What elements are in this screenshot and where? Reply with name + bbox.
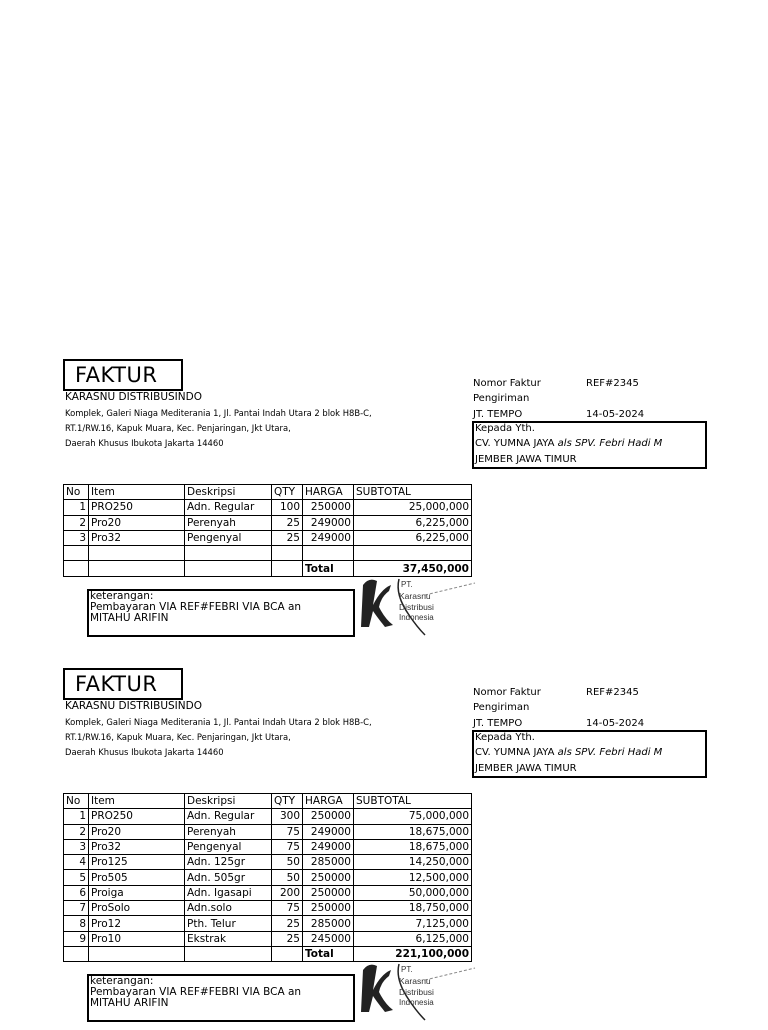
table-cell: 50: [272, 870, 303, 885]
table-cell: 7,125,000: [354, 916, 472, 931]
table-cell: Pro32: [89, 839, 185, 854]
address-line: Daerah Khusus Ibukota Jakarta 14460: [65, 438, 224, 448]
meta-label: Nomor Faktur: [473, 687, 541, 698]
recipient-box: [472, 730, 707, 778]
table-cell: Ekstrak: [185, 931, 272, 946]
meta-label: JT. TEMPO: [473, 718, 523, 729]
table-row: [64, 931, 472, 946]
company-name: KARASNU DISTRIBUSINDO: [65, 700, 202, 712]
table-cell: 100: [272, 500, 303, 515]
column-header: HARGA: [303, 485, 354, 500]
svg-text:PT.: PT.: [401, 580, 413, 590]
customer-note: als SPV. Febri Hadi M: [557, 747, 663, 758]
recipient-label: Kepada Yth.: [475, 732, 535, 743]
table-cell: [64, 946, 89, 961]
table-row: [64, 839, 472, 854]
invoice-2: [0, 668, 768, 1010]
table-cell: 25: [272, 916, 303, 931]
svg-text:PT.: PT.: [401, 965, 413, 975]
table-cell: Pro20: [89, 824, 185, 839]
table-cell: [89, 561, 185, 576]
column-header: SUBTOTAL: [354, 794, 472, 809]
meta-label: Pengiriman: [473, 393, 530, 404]
table-cell: Pengenyal: [185, 839, 272, 854]
table-cell: 6,125,000: [354, 931, 472, 946]
table-header-row: [64, 485, 472, 500]
company-name: KARASNU DISTRIBUSINDO: [65, 391, 202, 403]
table-cell: 50: [272, 855, 303, 870]
invoice-title: FAKTUR: [63, 668, 183, 700]
svg-text:Karasnu: Karasnu: [399, 976, 431, 987]
table-cell: 250000: [303, 809, 354, 824]
table-row: [64, 546, 472, 561]
table-header-row: [64, 794, 472, 809]
table-cell: [64, 546, 89, 561]
table-cell: 7: [64, 901, 89, 916]
table-cell: 75: [272, 901, 303, 916]
company-stamp-logo: [355, 960, 480, 1026]
table-cell: Pro32: [89, 530, 185, 545]
column-header: QTY: [272, 794, 303, 809]
total-row: [64, 561, 472, 576]
recipient-box: [472, 421, 707, 469]
table-row: [64, 885, 472, 900]
recipient-location: JEMBER JAWA TIMUR: [475, 454, 577, 465]
table-cell: 249000: [303, 824, 354, 839]
column-header: Deskripsi: [185, 485, 272, 500]
table-row: [64, 515, 472, 530]
table-cell: [89, 946, 185, 961]
table-row: [64, 530, 472, 545]
table-cell: Adn. Regular: [185, 500, 272, 515]
table-cell: 8: [64, 916, 89, 931]
meta-value: REF#2345: [586, 378, 639, 389]
table-cell: 250000: [303, 901, 354, 916]
address-line: Komplek, Galeri Niaga Mediterania 1, Jl. Pantai Indah Utara 2 blok H8B-C,: [65, 717, 372, 727]
customer-name: CV. YUMNA JAYA: [475, 438, 555, 449]
column-header: QTY: [272, 485, 303, 500]
table-cell: [185, 546, 272, 561]
svg-text:Karasnu: Karasnu: [399, 591, 431, 602]
table-cell: [272, 946, 303, 961]
table-cell: 25,000,000: [354, 500, 472, 515]
table-cell: 25: [272, 530, 303, 545]
column-header: No: [64, 485, 89, 500]
notes-box: keterangan: Pembayaran VIA REF#FEBRI VIA BCA an MITAHU ARIFIN: [87, 974, 355, 1022]
meta-label: JT. TEMPO: [473, 409, 523, 420]
table-cell: Proiga: [89, 885, 185, 900]
table-cell: Perenyah: [185, 824, 272, 839]
table-cell: [64, 561, 89, 576]
address-line: RT.1/RW.16, Kapuk Muara, Kec. Penjaringan, Jkt Utara,: [65, 423, 291, 433]
table-cell: PRO250: [89, 809, 185, 824]
invoice-1: [0, 359, 768, 669]
svg-text:Indonesia: Indonesia: [399, 998, 434, 1008]
table-cell: Pro505: [89, 870, 185, 885]
recipient-label: Kepada Yth.: [475, 423, 535, 434]
customer-note: als SPV. Febri Hadi M: [557, 438, 663, 449]
table-cell: 5: [64, 870, 89, 885]
table-row: [64, 824, 472, 839]
table-cell: 18,675,000: [354, 839, 472, 854]
table-cell: 1: [64, 809, 89, 824]
table-cell: [185, 561, 272, 576]
table-cell: 200: [272, 885, 303, 900]
table-cell: 75: [272, 824, 303, 839]
table-cell: 6: [64, 885, 89, 900]
table-cell: 18,750,000: [354, 901, 472, 916]
invoice-title: FAKTUR: [63, 359, 183, 391]
table-row: [64, 870, 472, 885]
table-cell: [272, 546, 303, 561]
table-row: [64, 916, 472, 931]
table-cell: Adn. Igasapi: [185, 885, 272, 900]
items-table: [63, 484, 472, 577]
table-cell: [185, 946, 272, 961]
table-cell: 245000: [303, 931, 354, 946]
recipient-name: [475, 747, 662, 758]
table-cell: 250000: [303, 870, 354, 885]
table-cell: Pengenyal: [185, 530, 272, 545]
table-cell: Pth. Telur: [185, 916, 272, 931]
table-cell: Pro125: [89, 855, 185, 870]
table-cell: 18,675,000: [354, 824, 472, 839]
meta-value: 14-05-2024: [586, 409, 645, 420]
table-cell: 25: [272, 931, 303, 946]
table-cell: 2: [64, 515, 89, 530]
table-cell: Adn.solo: [185, 901, 272, 916]
svg-text:Distribusi: Distribusi: [399, 987, 434, 998]
column-header: Deskripsi: [185, 794, 272, 809]
table-cell: 75: [272, 839, 303, 854]
table-cell: 9: [64, 931, 89, 946]
table-cell: 14,250,000: [354, 855, 472, 870]
table-cell: 25: [272, 515, 303, 530]
table-cell: 3: [64, 839, 89, 854]
address-line: RT.1/RW.16, Kapuk Muara, Kec. Penjaringan, Jkt Utara,: [65, 732, 291, 742]
table-cell: 50,000,000: [354, 885, 472, 900]
customer-name: CV. YUMNA JAYA: [475, 747, 555, 758]
table-row: [64, 901, 472, 916]
meta-label: Pengiriman: [473, 702, 530, 713]
table-row: [64, 500, 472, 515]
table-cell: Adn. 505gr: [185, 870, 272, 885]
total-value: 37,450,000: [354, 561, 472, 576]
table-cell: [89, 546, 185, 561]
address-line: Daerah Khusus Ibukota Jakarta 14460: [65, 747, 224, 757]
total-label: Total: [303, 946, 354, 961]
recipient-location: JEMBER JAWA TIMUR: [475, 763, 577, 774]
table-cell: 249000: [303, 530, 354, 545]
svg-text:Distribusi: Distribusi: [399, 602, 434, 613]
table-cell: Perenyah: [185, 515, 272, 530]
meta-value: REF#2345: [586, 687, 639, 698]
table-cell: Adn. 125gr: [185, 855, 272, 870]
column-header: HARGA: [303, 794, 354, 809]
table-row: [64, 809, 472, 824]
table-cell: 3: [64, 530, 89, 545]
column-header: Item: [89, 485, 185, 500]
table-cell: Adn. Regular: [185, 809, 272, 824]
items-table: [63, 793, 472, 962]
table-cell: 300: [272, 809, 303, 824]
table-cell: 2: [64, 824, 89, 839]
table-cell: Pro12: [89, 916, 185, 931]
table-cell: 75,000,000: [354, 809, 472, 824]
table-row: [64, 855, 472, 870]
table-cell: 6,225,000: [354, 515, 472, 530]
total-value: 221,100,000: [354, 946, 472, 961]
table-cell: 249000: [303, 515, 354, 530]
table-cell: 1: [64, 500, 89, 515]
column-header: Item: [89, 794, 185, 809]
table-cell: [303, 546, 354, 561]
table-cell: 6,225,000: [354, 530, 472, 545]
meta-label: Nomor Faktur: [473, 378, 541, 389]
table-cell: 250000: [303, 885, 354, 900]
column-header: SUBTOTAL: [354, 485, 472, 500]
table-cell: [272, 561, 303, 576]
company-stamp-logo: [355, 575, 480, 641]
table-cell: 250000: [303, 500, 354, 515]
address-line: Komplek, Galeri Niaga Mediterania 1, Jl. Pantai Indah Utara 2 blok H8B-C,: [65, 408, 372, 418]
table-cell: ProSolo: [89, 901, 185, 916]
column-header: No: [64, 794, 89, 809]
svg-text:Indonesia: Indonesia: [399, 613, 434, 623]
table-cell: 285000: [303, 855, 354, 870]
total-label: Total: [303, 561, 354, 576]
table-cell: 4: [64, 855, 89, 870]
table-cell: 249000: [303, 839, 354, 854]
table-cell: [354, 546, 472, 561]
table-cell: Pro10: [89, 931, 185, 946]
table-cell: Pro20: [89, 515, 185, 530]
notes-box: keterangan: Pembayaran VIA REF#FEBRI VIA BCA an MITAHU ARIFIN: [87, 589, 355, 637]
table-cell: PRO250: [89, 500, 185, 515]
recipient-name: [475, 438, 662, 449]
table-cell: 12,500,000: [354, 870, 472, 885]
table-cell: 285000: [303, 916, 354, 931]
meta-value: 14-05-2024: [586, 718, 645, 729]
